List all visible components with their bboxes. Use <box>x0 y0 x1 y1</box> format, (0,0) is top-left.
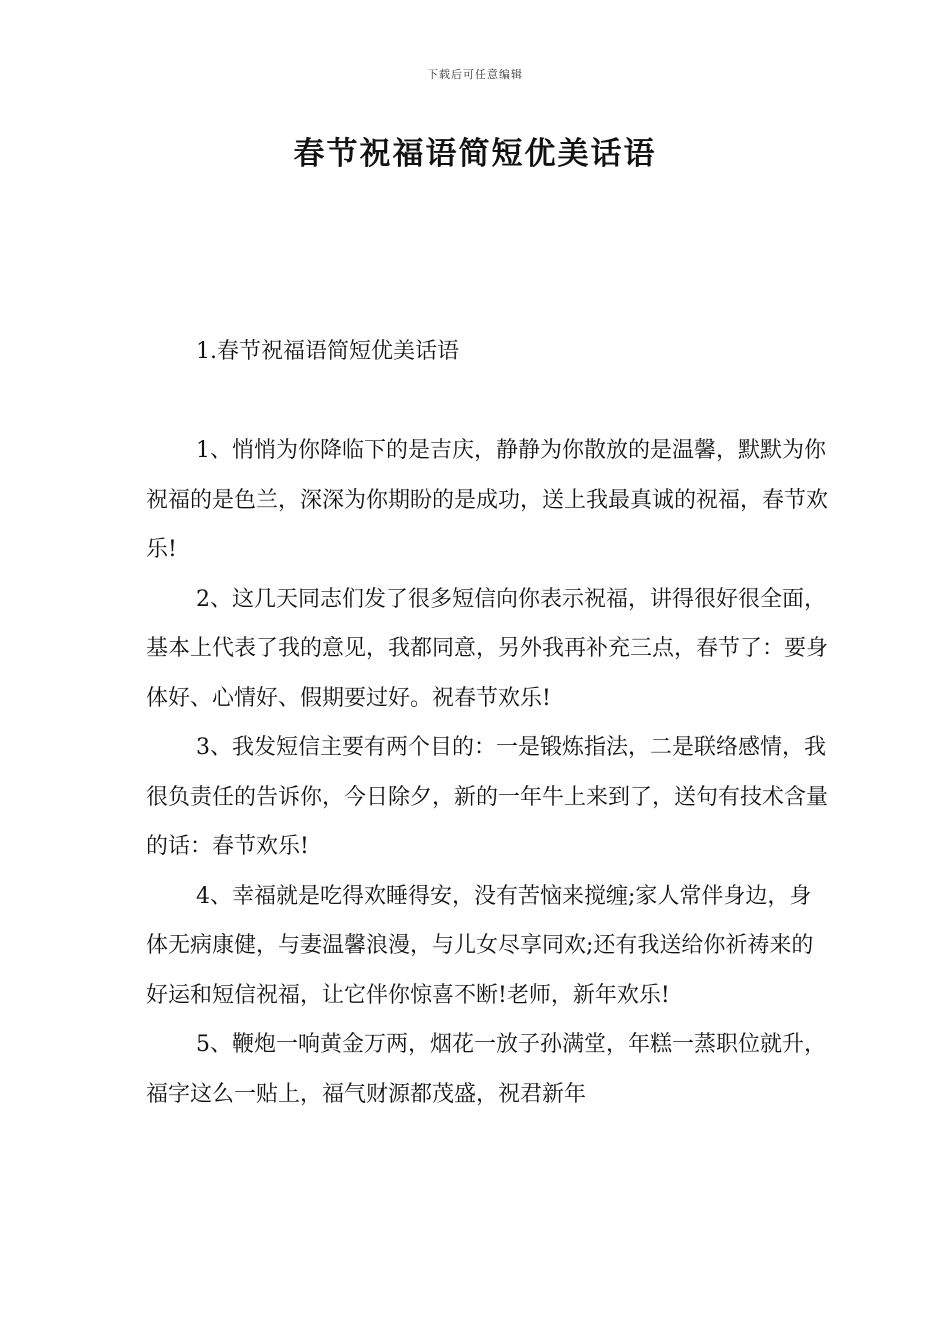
body-text <box>146 426 828 1119</box>
paragraph-3: 3、我发短信主要有两个目的：一是锻炼指法，二是联络感情，我很负责任的告诉你，今日除夕，新的一年牛上来到了，送句有技术含量的话：春节欢乐! <box>146 735 829 859</box>
page-title: 春节祝福语简短优美话语 <box>293 136 657 172</box>
section-heading: 1.春节祝福语简短优美话语 <box>196 339 459 364</box>
paragraph-5: 5、鞭炮一响黄金万两，烟花一放子孙满堂，年糕一蒸职位就升，福字这么一贴上，福气财源都茂盛，祝君新年 <box>146 1032 826 1107</box>
header-note: 下载后可任意编辑 <box>427 68 523 81</box>
paragraph-4: 4、幸福就是吃得欢睡得安，没有苦恼来搅缠;家人常伴身边，身体无病康健，与妻温馨浪漫，与儿女尽享同欢;还有我送给你祈祷来的好运和短信祝福，让它伴你惊喜不断!老师，新年欢乐! <box>146 883 814 1008</box>
paragraph-1: 1、悄悄为你降临下的是吉庆，静静为你散放的是温馨，默默为你祝福的是色兰，深深为你期盼的是成功，送上我最真诚的祝福，春节欢乐! <box>146 438 829 562</box>
paragraph-2: 2、这几天同志们发了很多短信向你表示祝福，讲得很好很全面，基本上代表了我的意见，我都同意，另外我再补充三点，春节了：要身体好、心情好、假期要过好。祝春节欢乐! <box>146 586 829 711</box>
